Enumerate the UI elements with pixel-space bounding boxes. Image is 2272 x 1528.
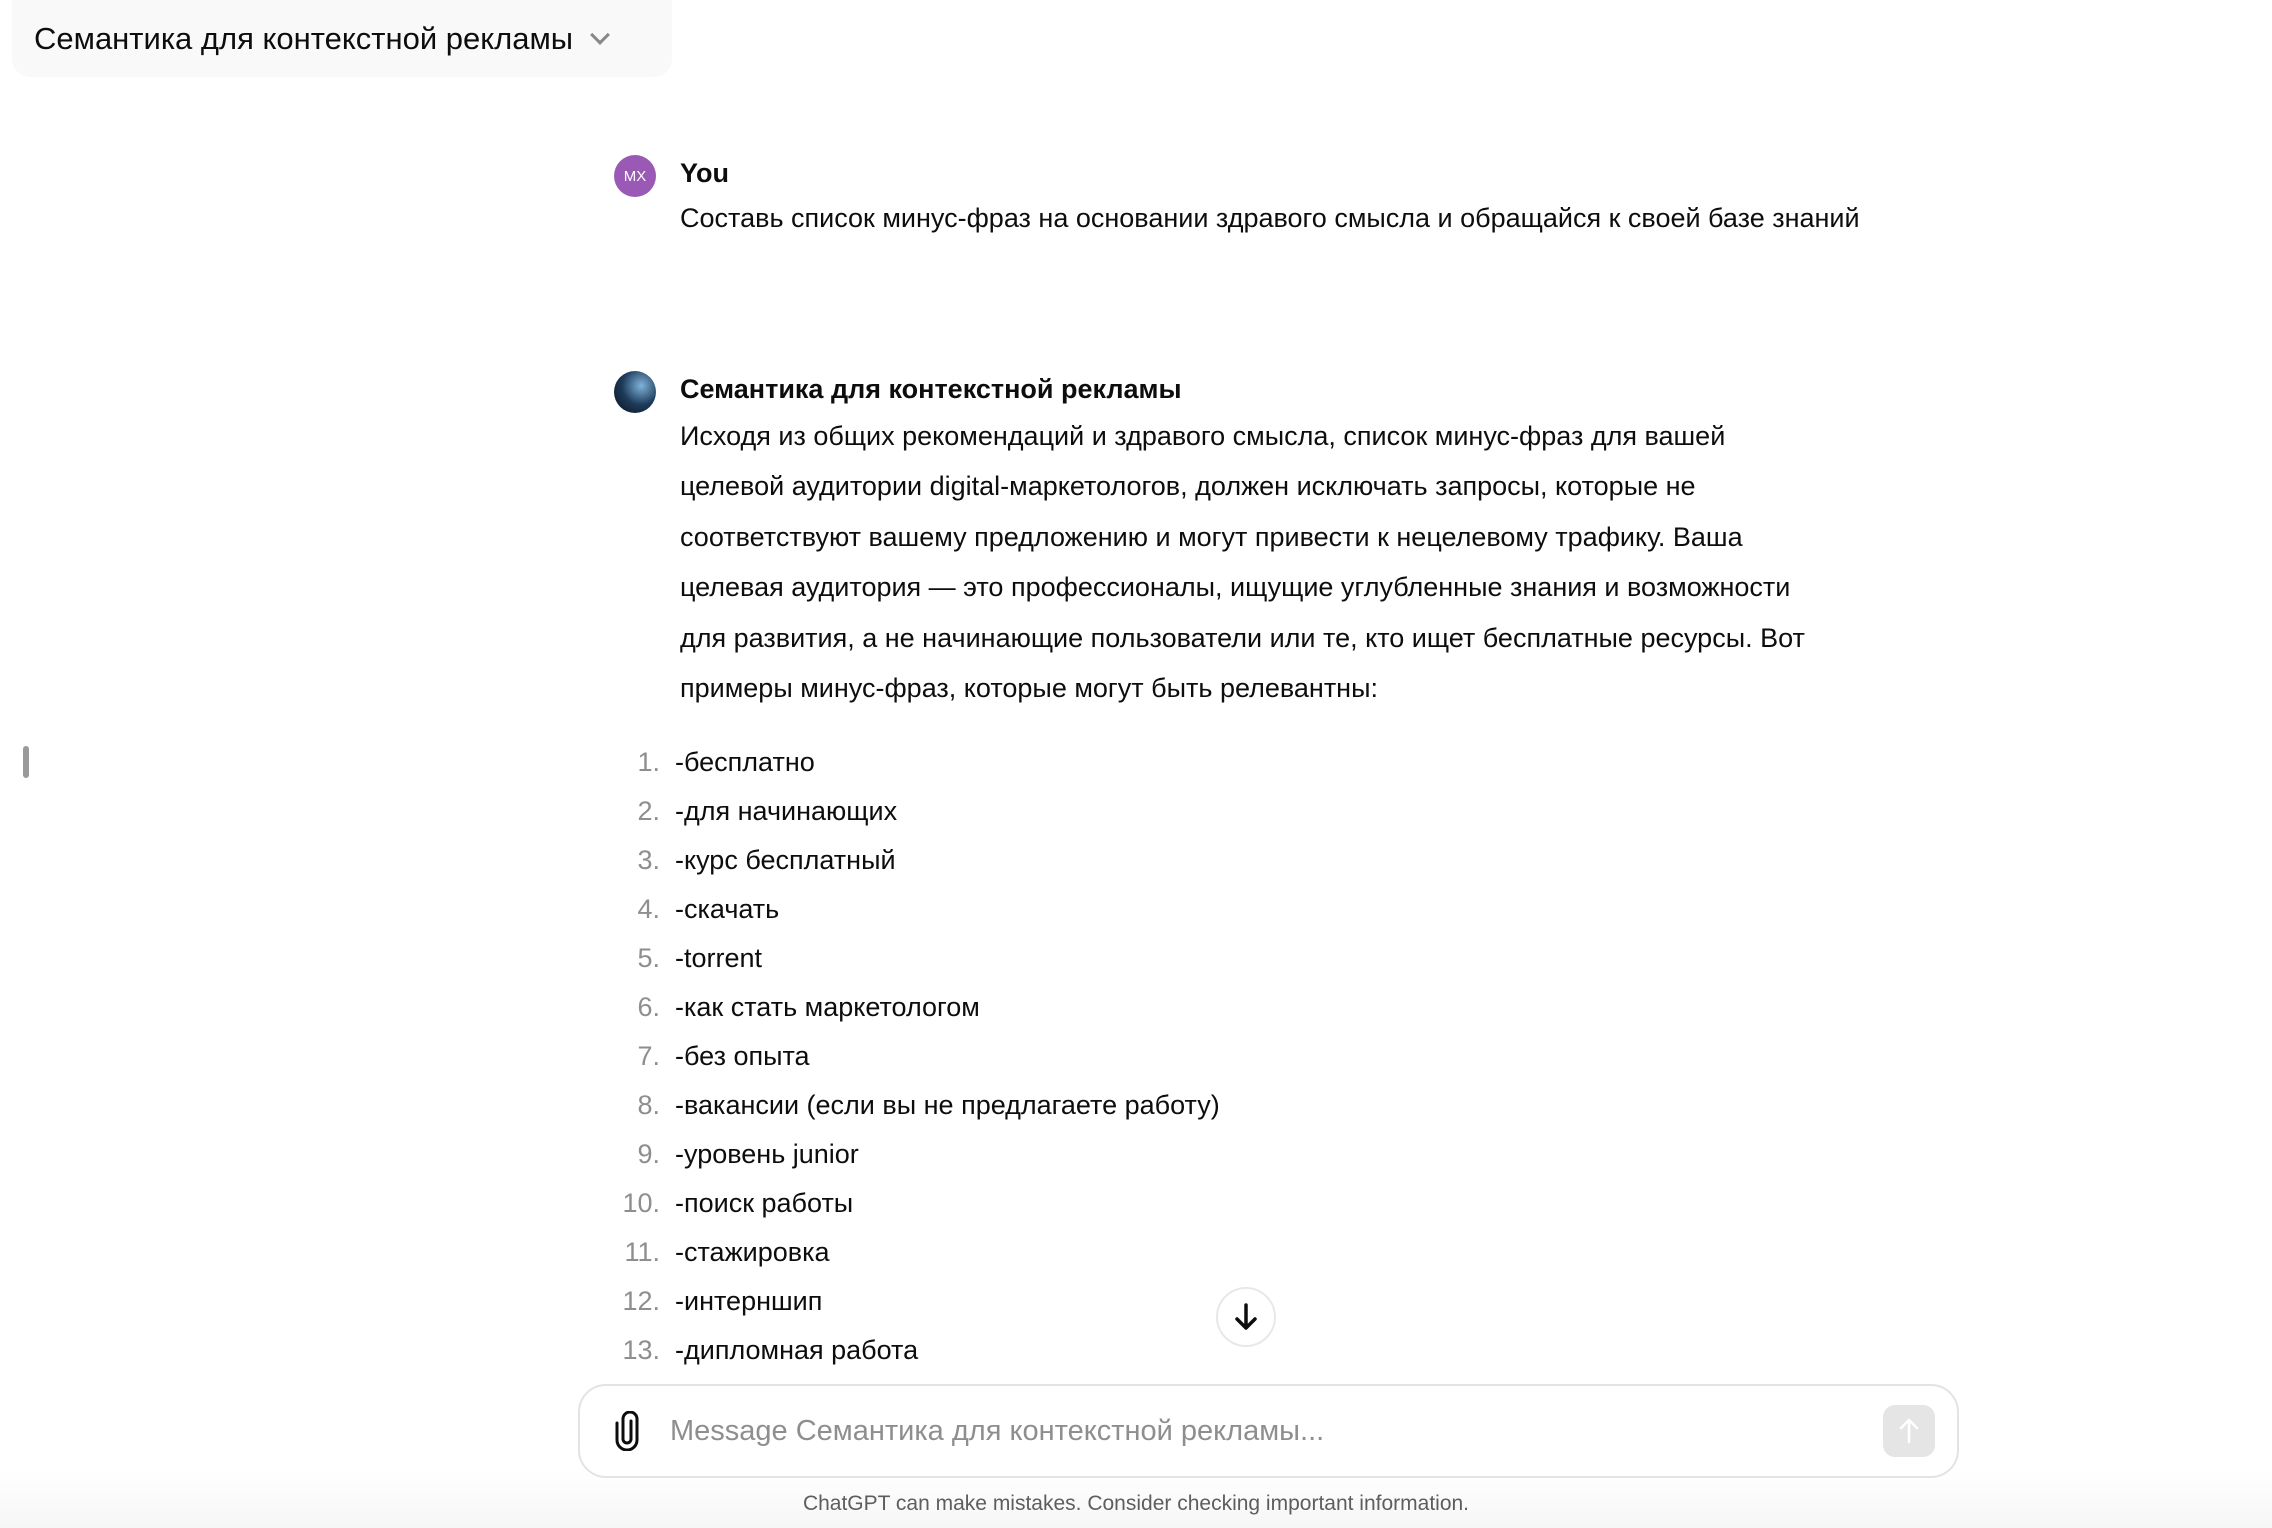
- list-item: [620, 934, 762, 982]
- list-number: 5.: [637, 943, 660, 973]
- disclaimer: ChatGPT can make mistakes. Consider checking important information.: [802, 1492, 1470, 1515]
- list-item: [620, 1326, 918, 1374]
- list-text: -дипломная работа: [675, 1335, 919, 1365]
- list-number: 8.: [637, 1090, 660, 1120]
- list-item: [620, 1032, 810, 1080]
- list-number: 13.: [622, 1335, 660, 1365]
- list-text: -уровень junior: [675, 1139, 859, 1169]
- list-item: [620, 836, 896, 884]
- list-item: [620, 1081, 1220, 1129]
- list-item: [620, 738, 815, 786]
- list-item: [620, 787, 897, 835]
- gpt-avatar: [614, 371, 656, 413]
- list-number: 7.: [637, 1041, 660, 1071]
- arrow-down-icon: [1232, 1302, 1260, 1332]
- list-item: [620, 1179, 853, 1227]
- list-text: -поиск работы: [675, 1188, 854, 1218]
- conversation-title-menu[interactable]: [12, 0, 672, 77]
- list-text: -стажировка: [675, 1237, 830, 1267]
- message-input[interactable]: Message Семантика для контекстной рекламы...: [670, 1414, 1325, 1447]
- list-number: 3.: [637, 845, 660, 875]
- send-button[interactable]: [1883, 1405, 1935, 1457]
- list-text: -вакансии (если вы не предлагаете работу): [675, 1090, 1220, 1120]
- arrow-up-icon: [1897, 1417, 1921, 1445]
- list-item: [620, 983, 980, 1031]
- assistant-name: Семантика для контекстной рекламы: [680, 374, 1182, 404]
- paragraph-line: для развития, а не начинающие пользователи или те, кто ищет бесплатные ресурсы. Вот: [680, 622, 1805, 653]
- user-message: Составь список минус-фраз на основании здравого смысла и обращайся к своей базе знаний: [680, 203, 1860, 233]
- paragraph-line: соответствуют вашему предложению и могут привести к нецелевому трафику. Ваша: [680, 521, 1743, 552]
- paragraph-line: примеры минус-фраз, которые могут быть релевантны:: [680, 673, 1379, 704]
- user-avatar: [614, 155, 656, 197]
- paperclip-icon[interactable]: [614, 1411, 640, 1451]
- list-number: 10.: [622, 1188, 660, 1218]
- list-text: -torrent: [675, 943, 763, 973]
- chevron-down-icon: [590, 25, 610, 45]
- sidebar-toggle-handle[interactable]: [23, 746, 29, 778]
- paragraph-line: целевой аудитории digital-маркетологов, должен исключать запросы, которые не: [680, 471, 1696, 502]
- assistant-paragraph: [680, 411, 1910, 713]
- list-number: 4.: [637, 894, 660, 924]
- list-text: -как стать маркетологом: [675, 992, 980, 1022]
- list-text: -бесплатно: [675, 747, 815, 777]
- list-number: 6.: [637, 992, 660, 1022]
- list-text: -без опыта: [675, 1041, 810, 1071]
- list-text: -скачать: [675, 894, 780, 924]
- list-item: [620, 1228, 830, 1276]
- list-item: [620, 885, 779, 933]
- paragraph-line: Исходя из общих рекомендаций и здравого смысла, список минус-фраз для вашей: [680, 421, 1726, 451]
- list-number: 1.: [637, 747, 660, 777]
- conversation-title: Семантика для контекстной рекламы: [34, 20, 574, 56]
- list-number: 2.: [637, 796, 660, 826]
- list-number: 11.: [624, 1237, 660, 1267]
- list-item: [620, 1277, 822, 1325]
- list-number: 9.: [637, 1139, 660, 1169]
- list-text: -курс бесплатный: [675, 845, 896, 875]
- list-item: [620, 1130, 859, 1178]
- paragraph-line: целевая аудитория — это профессионалы, ищущие углубленные знания и возможности: [680, 572, 1791, 603]
- list-text: -интерншип: [675, 1286, 823, 1316]
- scroll-down-button[interactable]: [1216, 1287, 1276, 1347]
- list-number: 12.: [622, 1286, 660, 1316]
- message-composer[interactable]: [578, 1384, 1959, 1478]
- user-initials: MX: [623, 167, 647, 185]
- list-text: -для начинающих: [675, 796, 898, 826]
- user-name: You: [680, 158, 729, 188]
